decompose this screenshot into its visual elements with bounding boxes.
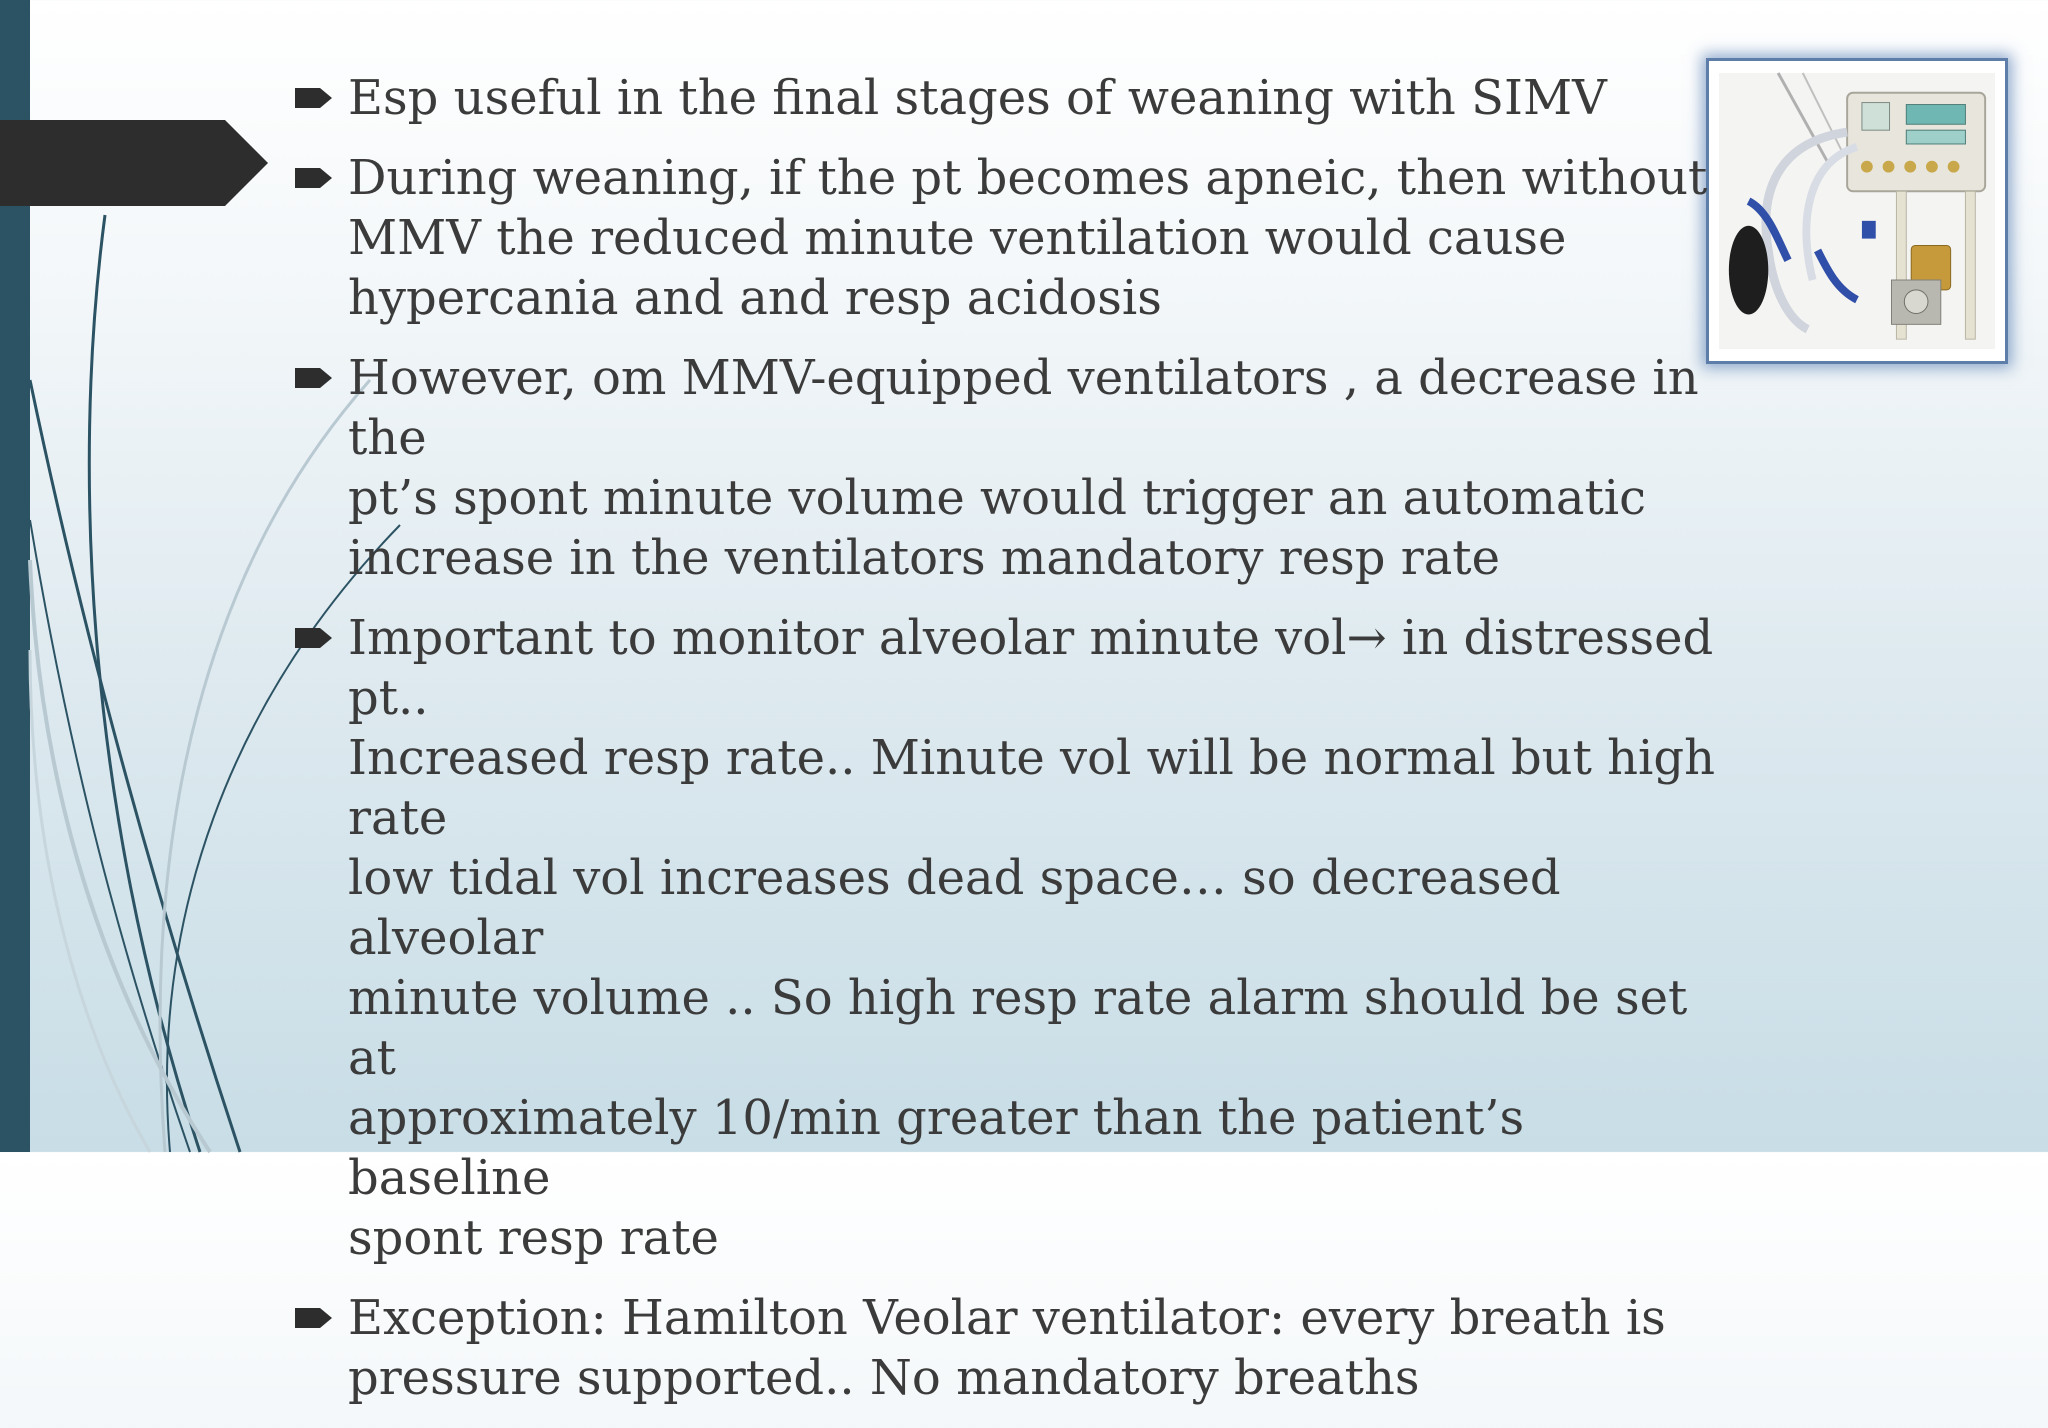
arrow-right-bullet-icon	[292, 68, 348, 128]
title-arrow-shape	[0, 120, 270, 206]
bullet-text: Exception: Hamilton Veolar ventilator: every breath is pressure supported.. No mandatory breaths	[348, 1290, 1666, 1406]
list-item	[292, 68, 1732, 128]
ventilator-photo	[1706, 58, 2008, 364]
bullet-text: Important to monitor alveolar minute vol→ in distressed pt.. Increased resp rate.. Minute vol will be normal but high rate low tidal vol increases dead space… so decreased alveolar minute volume .. So high resp rate alarm should be set at approximately 10/min greater than the patient’s baseline spont resp rate	[348, 610, 1716, 1266]
arrow-right-bullet-icon	[292, 348, 348, 408]
bullet-text: However, om MMV-equipped ventilators , a decrease in the pt’s spont minute volume would trigger an automatic increase in the ventilators mandatory resp rate	[348, 350, 1699, 586]
bullet-text: Esp useful in the final stages of weaning with SIMV	[348, 70, 1607, 126]
list-item	[292, 348, 1732, 588]
list-item	[292, 148, 1732, 328]
list-item	[292, 608, 1732, 1268]
bullet-text: During weaning, if the pt becomes apneic, then without MMV the reduced minute ventilation would cause hypercania and and resp acidosis	[348, 150, 1708, 326]
arrow-right-bullet-icon	[292, 1288, 348, 1348]
bullet-list	[292, 68, 1732, 1428]
arrow-right-bullet-icon	[292, 608, 348, 668]
ventilator-illustration	[1719, 71, 1995, 351]
arrow-right-bullet-icon	[292, 148, 348, 208]
list-item	[292, 1288, 1732, 1408]
